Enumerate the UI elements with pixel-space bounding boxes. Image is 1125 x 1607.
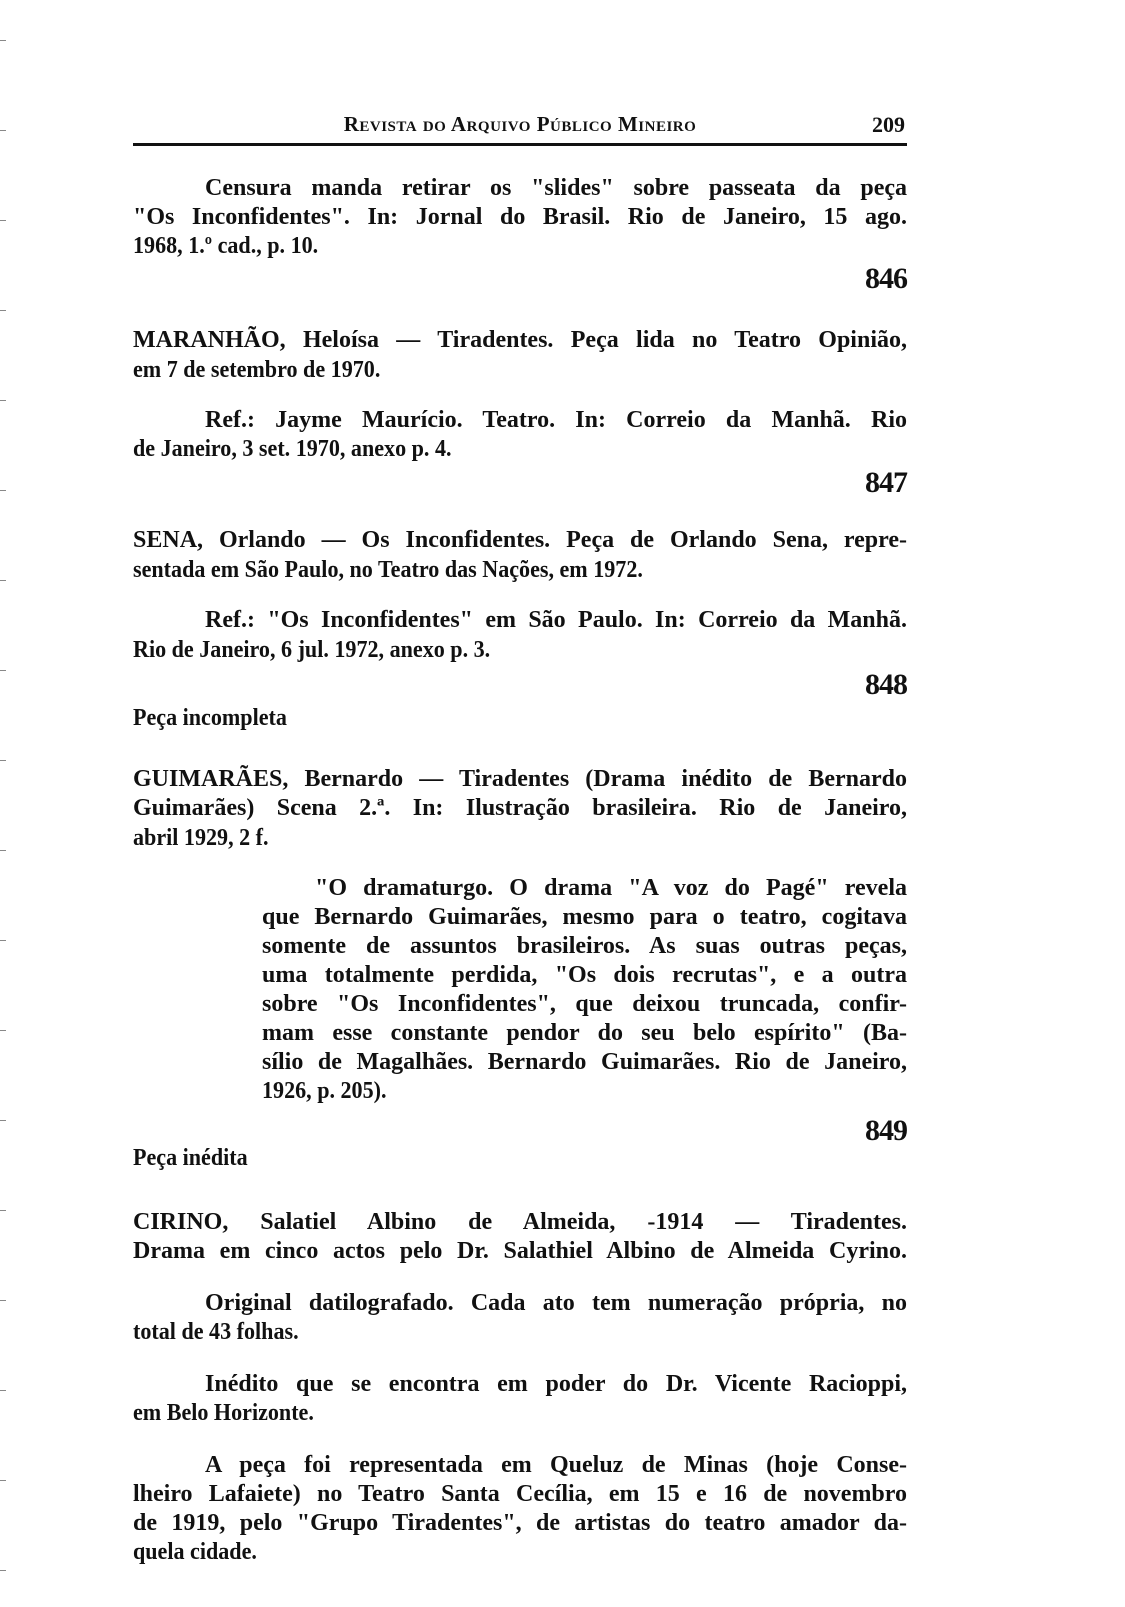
text-line: sílio de Magalhães. Bernardo Guimarães. Rio de Janeiro,	[262, 1049, 907, 1075]
text-line: Original datilografado. Cada ato tem numeração própria, no	[205, 1290, 907, 1316]
entry-number: 848	[865, 668, 907, 701]
entry-number: 849	[865, 1114, 907, 1147]
text-line: de Janeiro, 3 set. 1970, anexo p. 4.	[133, 436, 452, 462]
header-rule	[133, 143, 907, 146]
text-line: Peça incompleta	[133, 705, 287, 731]
entry-number: 846	[865, 262, 907, 295]
text-line: total de 43 folhas.	[133, 1319, 299, 1345]
text-line: Drama em cinco actos pelo Dr. Salathiel Albino de Almeida Cyrino.	[133, 1238, 907, 1264]
text-line: abril 1929, 2 f.	[133, 825, 269, 851]
scan-edge	[0, 0, 6, 1607]
text-line: "O dramaturgo. O drama "A voz do Pagé" revela	[315, 875, 907, 901]
text-line: MARANHÃO, Heloísa — Tiradentes. Peça lida no Teatro Opinião,	[133, 327, 907, 353]
text-line: 1968, 1.º cad., p. 10.	[133, 233, 319, 259]
text-line: quela cidade.	[133, 1539, 257, 1565]
text-line: Guimarães) Scena 2.ª. In: Ilustração brasileira. Rio de Janeiro,	[133, 795, 907, 821]
text-line: Rio de Janeiro, 6 jul. 1972, anexo p. 3.	[133, 637, 491, 663]
text-line: 1926, p. 205).	[262, 1078, 387, 1104]
text-line: Inédito que se encontra em poder do Dr. Vicente Racioppi,	[205, 1371, 907, 1397]
text-line: sentada em São Paulo, no Teatro das Nações, em 1972.	[133, 557, 643, 583]
text-line: Ref.: Jayme Maurício. Teatro. In: Correio da Manhã. Rio	[205, 407, 907, 433]
text-line: lheiro Lafaiete) no Teatro Santa Cecília, em 15 e 16 de novembro	[133, 1481, 907, 1507]
text-line: em Belo Horizonte.	[133, 1400, 314, 1426]
text-line: Censura manda retirar os "slides" sobre passeata da peça	[205, 175, 907, 201]
running-header	[133, 112, 907, 140]
text-line: sobre "Os Inconfidentes", que deixou truncada, confir-	[262, 991, 907, 1017]
text-line: em 7 de setembro de 1970.	[133, 357, 381, 383]
page-number: 209	[872, 112, 905, 137]
journal-title: Revista do Arquivo Público Mineiro	[343, 112, 697, 136]
text-line: "Os Inconfidentes". In: Jornal do Brasil. Rio de Janeiro, 15 ago.	[133, 204, 907, 230]
text-line: Peça inédita	[133, 1145, 248, 1171]
text-line: Ref.: "Os Inconfidentes" em São Paulo. In: Correio da Manhã.	[205, 607, 907, 633]
entry-number: 847	[865, 466, 907, 499]
text-line: uma totalmente perdida, "Os dois recrutas", e a outra	[262, 962, 907, 988]
text-line: que Bernardo Guimarães, mesmo para o teatro, cogitava	[262, 904, 907, 930]
text-line: somente de assuntos brasileiros. As suas outras peças,	[262, 933, 907, 959]
text-line: A peça foi representada em Queluz de Minas (hoje Conse-	[205, 1452, 907, 1478]
text-line: GUIMARÃES, Bernardo — Tiradentes (Drama inédito de Bernardo	[133, 766, 907, 792]
text-line: mam esse constante pendor do seu belo espírito" (Ba-	[262, 1020, 907, 1046]
text-line: de 1919, pelo "Grupo Tiradentes", de artistas do teatro amador da-	[133, 1510, 907, 1536]
text-line: CIRINO, Salatiel Albino de Almeida, -1914 — Tiradentes.	[133, 1209, 907, 1235]
text-line: SENA, Orlando — Os Inconfidentes. Peça de Orlando Sena, repre-	[133, 527, 907, 553]
